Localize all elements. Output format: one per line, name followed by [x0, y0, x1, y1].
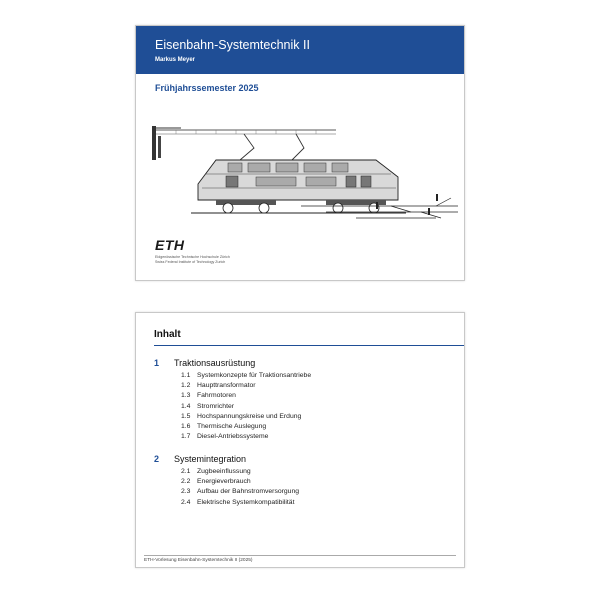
course-title: Eisenbahn-Systemtechnik II — [155, 38, 310, 52]
toc-item-number: 1.7 — [181, 433, 191, 441]
footer-divider — [144, 555, 456, 556]
toc-item-label: Fahrmotoren — [197, 392, 236, 400]
title-divider — [154, 345, 464, 346]
toc-item-label: Haupttransformator — [197, 382, 256, 390]
title-banner — [136, 26, 464, 74]
author-name: Markus Meyer — [155, 57, 196, 63]
toc-item-label: Aufbau der Bahnstromversorgung — [197, 488, 300, 496]
title-slide — [135, 25, 465, 281]
toc-item-number: 2.1 — [181, 468, 191, 475]
eth-logo: ETH — [155, 237, 185, 253]
toc-item-number: 1.6 — [181, 422, 191, 430]
toc-item-number: 1.4 — [181, 402, 191, 410]
section-number: 1 — [154, 358, 160, 368]
toc-item-label: Stromrichter — [197, 402, 235, 410]
toc-item-number: 2.3 — [181, 488, 191, 496]
contents-slide — [135, 312, 465, 568]
toc-item-label: Systemkonzepte für Traktionsantriebe — [197, 372, 312, 379]
toc-item-number: 1.2 — [181, 382, 191, 390]
toc-item-number: 2.2 — [181, 478, 191, 486]
toc-item-label: Energieverbrauch — [197, 478, 251, 486]
slide-footer: ETH-Vorlesung Eisenbahn-Systemtechnik II (2025) — [144, 558, 253, 563]
semester-label: Frühjahrssemester 2025 — [155, 83, 259, 93]
toc-item-label: Elektrische Systemkompatibilität — [197, 498, 295, 506]
contents-title: Inhalt — [154, 329, 181, 340]
toc-item-number: 1.5 — [181, 412, 191, 420]
toc-item-number: 2.4 — [181, 498, 191, 506]
section-title: Systemintegration — [174, 454, 247, 464]
toc-item-label: Hochspannungskreise und Erdung — [197, 412, 302, 420]
section-title: Traktionsausrüstung — [174, 358, 256, 368]
section-number: 2 — [154, 454, 160, 464]
institution-name-en: Swiss Federal Institute of Technology Zurich — [155, 260, 226, 264]
toc-item-label: Thermische Auslegung — [197, 422, 267, 430]
institution-name-de: Eidgenössische Technische Hochschule Zürich — [155, 255, 230, 259]
toc-item-label: Zugbeeinflussung — [197, 468, 251, 475]
toc-item-number: 1.1 — [181, 372, 191, 379]
toc-item-number: 1.3 — [181, 392, 191, 400]
toc-item-label: Diesel-Antriebssysteme — [197, 433, 269, 441]
locomotive-illustration — [136, 122, 464, 222]
